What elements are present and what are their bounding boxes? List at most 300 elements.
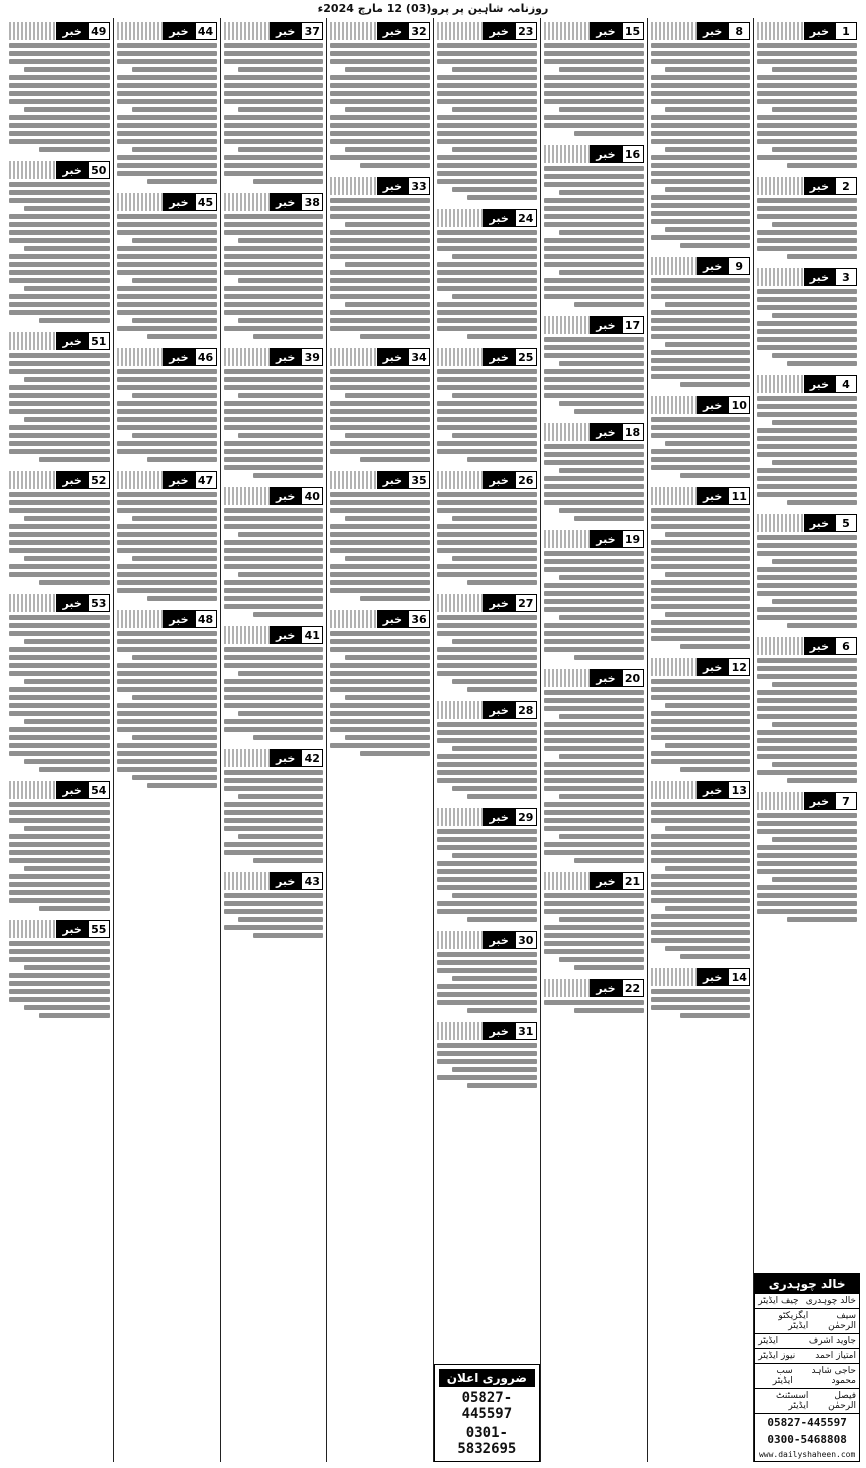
text-line	[544, 738, 644, 743]
news-item-number: 36	[408, 610, 430, 628]
header-rule	[224, 193, 270, 211]
news-item	[434, 18, 540, 205]
text-line	[544, 222, 644, 227]
text-line	[757, 131, 857, 136]
text-line	[224, 270, 324, 275]
text-line	[559, 615, 644, 620]
text-line	[757, 444, 857, 449]
news-item-body	[544, 690, 644, 863]
news-item-number: 52	[88, 471, 110, 489]
text-line	[437, 369, 537, 374]
news-item-number: 32	[408, 22, 430, 40]
news-item-number: 11	[728, 487, 750, 505]
text-line	[437, 548, 537, 553]
text-line	[651, 858, 751, 863]
text-line	[224, 802, 324, 807]
text-line	[345, 655, 430, 660]
news-item-number: 27	[515, 594, 537, 612]
text-line	[117, 449, 217, 454]
news-item	[648, 777, 754, 964]
text-line	[238, 67, 323, 72]
text-line	[651, 310, 751, 315]
text-line	[117, 286, 217, 291]
text-line	[238, 794, 323, 799]
news-item-label: خبر	[377, 610, 408, 628]
news-item-label: خبر	[804, 514, 835, 532]
text-line	[9, 874, 110, 879]
text-line	[651, 938, 751, 943]
text-line	[651, 596, 751, 601]
text-line	[132, 393, 217, 398]
news-item-body	[224, 893, 324, 938]
text-line	[544, 377, 644, 382]
text-line	[544, 500, 644, 505]
text-line	[132, 735, 217, 740]
staff-role: اسسٹنٹ ایڈیٹر	[776, 1391, 809, 1411]
news-item-header	[757, 792, 857, 810]
news-item-body	[437, 369, 537, 462]
text-line	[452, 67, 537, 72]
text-line	[9, 91, 110, 96]
text-line	[544, 1000, 644, 1005]
text-line	[787, 778, 857, 783]
text-line	[330, 123, 430, 128]
website-link[interactable]: www.dailyshaheen.com	[758, 1450, 856, 1459]
news-item-body	[9, 182, 110, 323]
text-line	[437, 417, 537, 422]
text-line	[224, 302, 324, 307]
news-item-label: خبر	[697, 257, 728, 275]
text-line	[9, 941, 110, 946]
news-item	[327, 173, 433, 344]
text-line	[544, 842, 644, 847]
text-line	[24, 1005, 110, 1010]
header-rule	[437, 701, 483, 719]
text-line	[117, 580, 217, 585]
header-rule	[117, 471, 163, 489]
text-line	[544, 631, 644, 636]
text-line	[224, 155, 324, 160]
text-line	[787, 254, 857, 259]
news-item	[221, 483, 327, 622]
text-line	[757, 83, 857, 88]
text-line	[665, 703, 750, 708]
news-item	[754, 788, 860, 927]
text-line	[224, 818, 324, 823]
text-line	[224, 326, 324, 331]
text-line	[24, 556, 110, 561]
notice-title: ضروری اعلان	[439, 1369, 535, 1387]
text-line	[651, 235, 751, 240]
header-rule	[330, 177, 376, 195]
news-item-header	[544, 145, 644, 163]
news-item-body	[544, 43, 644, 136]
text-line	[238, 393, 323, 398]
text-line	[117, 508, 217, 513]
text-line	[437, 762, 537, 767]
text-line	[544, 345, 644, 350]
text-line	[437, 655, 537, 660]
text-line	[330, 548, 430, 553]
text-line	[224, 893, 324, 898]
header-rule	[544, 423, 590, 441]
text-line	[9, 190, 110, 195]
text-line	[651, 735, 751, 740]
text-line	[224, 778, 324, 783]
news-item-body	[651, 417, 751, 478]
text-line	[651, 91, 751, 96]
text-line	[437, 163, 537, 168]
text-line	[757, 813, 857, 818]
text-line	[651, 810, 751, 815]
text-line	[345, 302, 430, 307]
text-line	[117, 163, 217, 168]
text-line	[757, 853, 857, 858]
text-line	[224, 588, 324, 593]
news-item-body	[224, 43, 324, 184]
text-line	[224, 679, 324, 684]
page-masthead: روزنامہ شاہین پر پرو(03) 12 مارچ 2024ء	[317, 2, 549, 15]
text-line	[147, 596, 217, 601]
text-line	[437, 409, 537, 414]
text-line	[9, 989, 110, 994]
news-item-header	[9, 332, 110, 350]
text-line	[224, 294, 324, 299]
news-item-body	[651, 989, 751, 1018]
text-line	[224, 75, 324, 80]
news-item-body	[437, 615, 537, 692]
news-item-label: خبر	[377, 22, 408, 40]
news-item-label: خبر	[377, 471, 408, 489]
news-item-body	[544, 893, 644, 970]
text-line	[452, 853, 537, 858]
text-line	[757, 412, 857, 417]
text-line	[117, 500, 217, 505]
text-line	[224, 901, 324, 906]
text-line	[651, 930, 751, 935]
text-line	[224, 687, 324, 692]
text-line	[651, 818, 751, 823]
text-line	[651, 139, 751, 144]
text-line	[224, 703, 324, 708]
text-line	[757, 706, 857, 711]
text-line	[651, 326, 751, 331]
news-column	[647, 18, 754, 1462]
text-line	[360, 457, 430, 462]
text-line	[651, 751, 751, 756]
text-line	[452, 679, 537, 684]
news-item	[221, 344, 327, 483]
news-item-number: 28	[515, 701, 537, 719]
news-item	[6, 157, 113, 328]
text-line	[224, 850, 324, 855]
news-item-header	[437, 808, 537, 826]
text-line	[544, 933, 644, 938]
text-line	[117, 588, 217, 593]
text-line	[9, 254, 110, 259]
text-line	[437, 131, 537, 136]
text-line	[437, 1075, 537, 1080]
text-line	[437, 532, 537, 537]
text-line	[39, 147, 110, 152]
text-line	[544, 730, 644, 735]
header-rule	[757, 22, 803, 40]
text-line	[437, 123, 537, 128]
text-line	[24, 206, 110, 211]
news-item-number: 50	[88, 161, 110, 179]
text-line	[651, 882, 751, 887]
text-line	[757, 238, 857, 243]
text-line	[9, 441, 110, 446]
news-item-body	[544, 337, 644, 414]
news-item-label: خبر	[483, 808, 514, 826]
text-line	[544, 802, 644, 807]
text-line	[452, 107, 537, 112]
text-line	[24, 639, 110, 644]
text-line	[757, 337, 857, 342]
news-item-header	[544, 22, 644, 40]
text-line	[9, 433, 110, 438]
news-item-header	[651, 658, 751, 676]
news-item-label: خبر	[483, 348, 514, 366]
text-line	[330, 155, 430, 160]
news-item-number: 30	[515, 931, 537, 949]
news-item-number: 39	[301, 348, 323, 366]
text-line	[651, 350, 751, 355]
header-rule	[544, 316, 590, 334]
text-line	[117, 377, 217, 382]
news-item-number: 45	[195, 193, 217, 211]
text-line	[651, 516, 751, 521]
header-rule	[9, 332, 56, 350]
text-line	[544, 591, 644, 596]
news-item-header	[9, 471, 110, 489]
text-line	[437, 615, 537, 620]
news-item-body	[544, 1000, 644, 1013]
news-item	[754, 633, 860, 788]
header-rule	[544, 872, 590, 890]
text-line	[117, 171, 217, 176]
header-rule	[757, 637, 803, 655]
text-line	[544, 492, 644, 497]
text-line	[117, 711, 217, 716]
text-line	[117, 123, 217, 128]
news-item-label: خبر	[163, 471, 194, 489]
text-line	[574, 131, 644, 136]
news-item	[327, 606, 433, 761]
text-line	[345, 735, 430, 740]
text-line	[224, 51, 324, 56]
text-line	[9, 671, 110, 676]
text-line	[665, 302, 750, 307]
text-line	[559, 754, 644, 759]
staff-name: امتیاز احمد	[815, 1351, 856, 1361]
news-item-header	[224, 872, 324, 890]
news-item-label: خبر	[804, 637, 835, 655]
text-line	[544, 850, 644, 855]
text-line	[452, 1067, 537, 1072]
text-line	[330, 214, 430, 219]
text-line	[9, 369, 110, 374]
news-item	[221, 622, 327, 745]
news-item-header	[757, 514, 857, 532]
text-line	[452, 639, 537, 644]
news-item-header	[330, 610, 430, 628]
text-line	[437, 508, 537, 513]
text-line	[132, 655, 217, 660]
text-line	[224, 286, 324, 291]
text-line	[39, 318, 110, 323]
text-line	[330, 532, 430, 537]
news-item-label: خبر	[270, 626, 301, 644]
text-line	[757, 607, 857, 612]
text-line	[9, 449, 110, 454]
news-item	[541, 665, 647, 868]
text-line	[437, 318, 537, 323]
text-line	[117, 663, 217, 668]
text-line	[117, 214, 217, 219]
text-line	[651, 636, 751, 641]
text-line	[224, 254, 324, 259]
news-item-header	[117, 348, 217, 366]
text-line	[544, 198, 644, 203]
text-line	[224, 123, 324, 128]
text-line	[224, 385, 324, 390]
news-item	[114, 467, 220, 606]
text-line	[651, 449, 751, 454]
news-item-header	[651, 968, 751, 986]
text-line	[651, 914, 751, 919]
text-line	[330, 409, 430, 414]
news-item-number: 16	[622, 145, 644, 163]
news-item-body	[224, 647, 324, 740]
text-line	[757, 115, 857, 120]
header-rule	[757, 375, 803, 393]
text-line	[224, 540, 324, 545]
text-line	[757, 230, 857, 235]
text-line	[452, 147, 537, 152]
text-line	[651, 874, 751, 879]
text-line	[9, 310, 110, 315]
news-column	[6, 18, 113, 1462]
text-line	[238, 433, 323, 438]
text-line	[224, 214, 324, 219]
text-line	[224, 230, 324, 235]
news-item-number: 8	[728, 22, 750, 40]
text-line	[117, 302, 217, 307]
text-line	[437, 75, 537, 80]
text-line	[117, 425, 217, 430]
text-line	[757, 75, 857, 80]
text-line	[665, 826, 750, 831]
text-line	[437, 647, 537, 652]
text-line	[9, 294, 110, 299]
text-line	[9, 59, 110, 64]
staff-row	[755, 1364, 859, 1389]
news-item-label: خبر	[804, 375, 835, 393]
staff-phone: 05827-445597	[767, 1416, 847, 1429]
text-line	[437, 885, 537, 890]
text-line	[757, 396, 857, 401]
text-line	[574, 858, 644, 863]
text-line	[757, 404, 857, 409]
text-line	[651, 115, 751, 120]
news-item-number: 51	[88, 332, 110, 350]
text-line	[224, 401, 324, 406]
text-line	[437, 861, 537, 866]
text-line	[9, 51, 110, 56]
news-item-number: 42	[301, 749, 323, 767]
news-item-number: 35	[408, 471, 430, 489]
news-item-label: خبر	[590, 316, 621, 334]
staff-row	[755, 1349, 859, 1364]
news-item-label: خبر	[804, 792, 835, 810]
news-item	[434, 590, 540, 697]
text-line	[452, 254, 537, 259]
text-line	[757, 155, 857, 160]
news-item-header	[437, 701, 537, 719]
news-column	[326, 18, 433, 1462]
news-item-label: خبر	[697, 968, 728, 986]
text-line	[544, 698, 644, 703]
text-line	[574, 409, 644, 414]
text-line	[437, 270, 537, 275]
text-line	[437, 1051, 537, 1056]
news-item-number: 23	[515, 22, 537, 40]
news-item-body	[117, 369, 217, 462]
text-line	[544, 599, 644, 604]
text-line	[651, 278, 751, 283]
header-rule	[224, 487, 270, 505]
news-item	[114, 606, 220, 793]
text-line	[437, 171, 537, 176]
news-item-header	[117, 471, 217, 489]
text-line	[467, 1083, 537, 1088]
news-item	[434, 467, 540, 590]
text-line	[544, 647, 644, 652]
text-line	[437, 401, 537, 406]
text-line	[651, 842, 751, 847]
news-item	[648, 253, 754, 392]
news-item-label: خبر	[56, 332, 87, 350]
text-line	[772, 147, 857, 152]
news-item-body	[651, 802, 751, 959]
news-item-label: خبر	[163, 193, 194, 211]
text-line	[467, 580, 537, 585]
news-item-label: خبر	[56, 594, 87, 612]
text-line	[330, 369, 430, 374]
text-line	[772, 420, 857, 425]
text-line	[651, 687, 751, 692]
text-line	[117, 631, 217, 636]
text-line	[544, 278, 644, 283]
text-line	[559, 917, 644, 922]
news-item	[434, 804, 540, 927]
text-line	[574, 655, 644, 660]
text-line	[651, 211, 751, 216]
news-item-label: خبر	[56, 161, 87, 179]
text-line	[330, 230, 430, 235]
header-rule	[224, 749, 270, 767]
text-line	[651, 374, 751, 379]
text-line	[330, 711, 430, 716]
text-line	[39, 1013, 110, 1018]
text-line	[117, 743, 217, 748]
text-line	[757, 329, 857, 334]
news-item-label: خبر	[483, 22, 514, 40]
news-item-body	[224, 508, 324, 617]
news-item-header	[544, 872, 644, 890]
